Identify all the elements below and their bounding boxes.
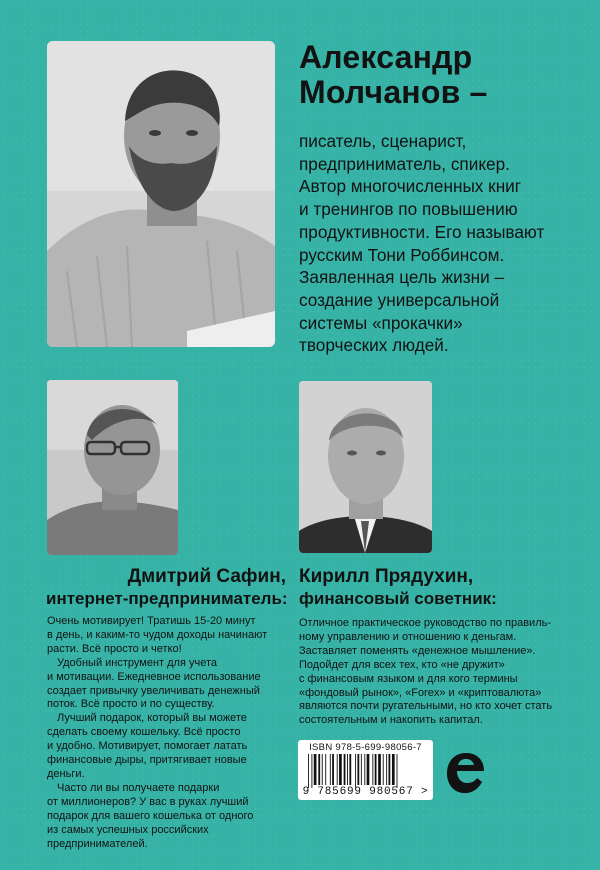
barcode-bar bbox=[339, 754, 342, 785]
review-line: Удобный инструмент для учета bbox=[57, 656, 217, 669]
barcode-bar bbox=[355, 754, 356, 788]
barcode-bar bbox=[375, 754, 377, 785]
barcode-bar bbox=[308, 754, 309, 788]
barcode-bar bbox=[314, 754, 317, 785]
barcode-bar bbox=[361, 754, 362, 785]
author-bio bbox=[299, 130, 569, 357]
review-line: Подойдет для всех тех, кто «не дружит» bbox=[299, 658, 505, 671]
barcode-bar bbox=[337, 754, 338, 785]
author-bio-line: писатель, сценарист, bbox=[299, 131, 467, 151]
barcode-bar bbox=[383, 754, 384, 785]
review-line: поток. Всё просто и по существу. bbox=[47, 698, 215, 711]
review-line: финансовые дыры, притягивает новые bbox=[47, 754, 247, 767]
author-name-line: Молчанов – bbox=[299, 74, 488, 110]
barcode-bar bbox=[364, 754, 365, 785]
review-line: сделать своему кошельку. Всё просто bbox=[47, 726, 241, 739]
barcode-bar bbox=[392, 754, 395, 785]
barcode-bar bbox=[349, 754, 351, 785]
review-line: являются почти ругательными, но кто хочет стать bbox=[299, 700, 553, 713]
publisher-e-logo-icon bbox=[442, 746, 494, 798]
review-line: состоятельным и накопить капитал. bbox=[299, 714, 483, 727]
author-bio-line: создание универсальной bbox=[299, 289, 500, 310]
reviewer-name: Кирилл Прядухин, bbox=[299, 566, 474, 587]
barcode-bar bbox=[344, 754, 346, 785]
review-line: Очень мотивирует! Тратишь 15-20 минут bbox=[47, 615, 256, 627]
barcode-bar bbox=[357, 754, 359, 785]
review-line: подарок для вашего кошелька от одного bbox=[47, 809, 254, 822]
reviewer-role: финансовый советник: bbox=[299, 589, 497, 608]
review-line: Отличное практическое руководство по правиль- bbox=[299, 617, 552, 629]
review-line: и удобно. Мотивирует, помогает латать bbox=[47, 740, 248, 753]
author-bio-line: Автор многочисленных книг bbox=[299, 176, 522, 197]
barcode-bars bbox=[306, 754, 428, 788]
barcode-bar bbox=[322, 754, 323, 785]
reviewer-safin-header bbox=[46, 566, 286, 610]
reviewer-pryaduhin-header bbox=[299, 566, 539, 610]
barcode-digits: 9 785699 980567 > bbox=[302, 786, 429, 798]
barcode-bar bbox=[397, 754, 398, 788]
review-line: от миллионеров? У вас в руках лучший bbox=[47, 795, 249, 808]
review-line: предпринимателей. bbox=[47, 837, 148, 850]
review-line: ному управлению и отношению к деньгам. bbox=[299, 630, 517, 643]
barcode-bar bbox=[347, 754, 348, 785]
barcode-bar bbox=[318, 754, 320, 785]
review-line: деньги. bbox=[47, 767, 85, 780]
reviewer-pryaduhin-photo bbox=[299, 381, 432, 553]
review-line: из самых успешных российских bbox=[47, 823, 209, 836]
review-line: расти. Всё просто и четко! bbox=[47, 642, 182, 655]
barcode-bar bbox=[330, 754, 331, 785]
review-line: Часто ли вы получаете подарки bbox=[57, 781, 220, 794]
barcode-bar bbox=[386, 754, 387, 785]
barcode-bar bbox=[378, 754, 381, 785]
barcode-bar bbox=[311, 754, 312, 788]
author-name-line: Александр bbox=[299, 39, 473, 75]
review-line: и мотивации. Ежедневное использование bbox=[47, 670, 261, 683]
review-line: с финансовым языком и для кого термины bbox=[299, 672, 518, 685]
isbn-label: ISBN 978-5-699-98056-7 bbox=[309, 742, 422, 753]
reviewer-safin-quote bbox=[47, 615, 287, 851]
author-bio-line: творческих людей. bbox=[299, 335, 449, 356]
review-line: создает привычку увеличивать денежный bbox=[47, 684, 260, 697]
author-bio-line: предприниматель, спикер. bbox=[299, 153, 510, 174]
author-bio-line: продуктивности. Его называют bbox=[299, 221, 545, 242]
author-bio-line: Заявленная цель жизни – bbox=[299, 267, 504, 288]
reviewer-name: Дмитрий Сафин, bbox=[127, 566, 286, 587]
review-line: «фондовый рынок», «Forex» и «криптовалюта» bbox=[299, 686, 542, 699]
reviewer-role: интернет-предприниматель: bbox=[46, 589, 288, 608]
reviewer-safin-photo bbox=[47, 380, 178, 555]
author-bio-line: и тренингов по повышению bbox=[299, 199, 518, 220]
author-name bbox=[299, 40, 579, 110]
barcode-bar bbox=[372, 754, 373, 785]
author-bio-line: системы «прокачки» bbox=[299, 312, 463, 333]
review-line: Заставляет поменять «денежное мышление». bbox=[299, 644, 536, 657]
barcode-bar bbox=[367, 754, 370, 785]
review-line: Лучший подарок, который вы можете bbox=[57, 712, 247, 725]
barcode-bar bbox=[332, 754, 334, 785]
reviewer-pryaduhin-quote bbox=[299, 617, 564, 728]
isbn-barcode bbox=[298, 740, 433, 800]
barcode-bar bbox=[389, 754, 391, 785]
review-line: в день, и каким-то чудом доходы начинают bbox=[47, 628, 268, 641]
author-bio-line: русским Тони Роббинсом. bbox=[299, 244, 505, 265]
barcode-bar bbox=[325, 754, 326, 785]
author-photo bbox=[47, 41, 275, 347]
